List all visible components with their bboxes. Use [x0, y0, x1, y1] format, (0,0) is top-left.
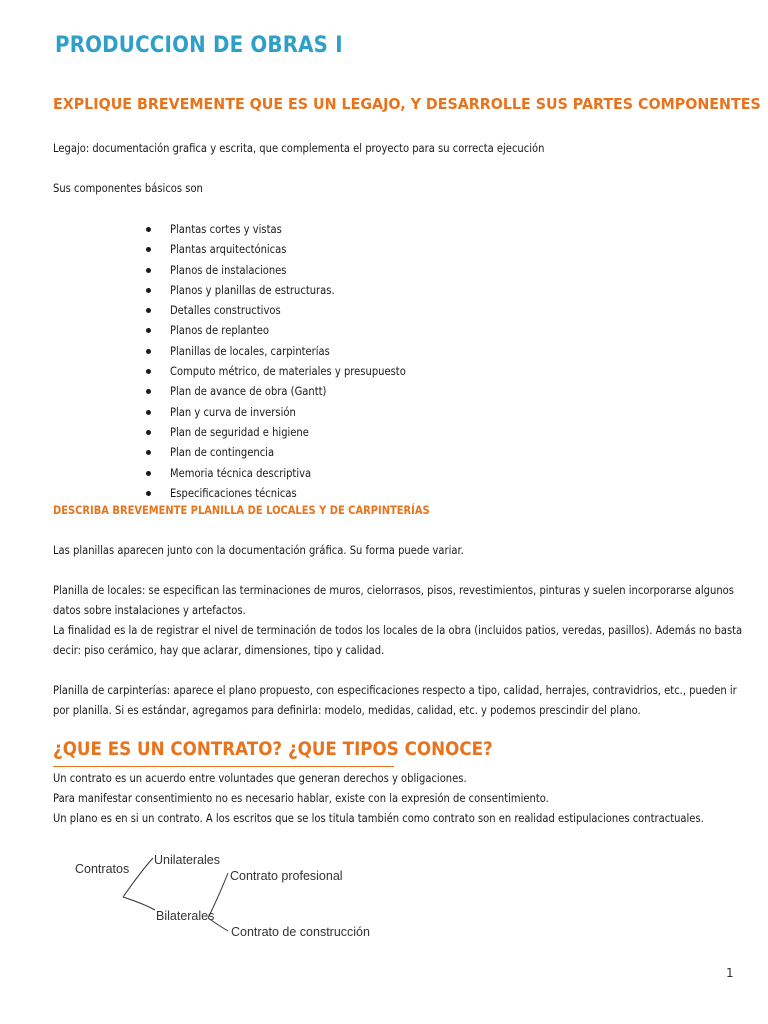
bullet-icon: [146, 288, 151, 293]
diagram-construccion-label: Contrato de construcción: [231, 925, 370, 939]
plano-contrato-text: Un plano es en si un contrato. A los escritos que se los titula también como contrato son en realidad estipulaciones contractuales.: [53, 811, 704, 825]
bullet-icon: [146, 308, 151, 313]
finalidad-line-1: La finalidad es la de registrar el nivel de terminación de todos los locales de la obra (incluidos patios, veredas, pasillos). Además no basta: [53, 623, 743, 637]
bullet-icon: [146, 247, 151, 252]
bullet-icon: [146, 389, 151, 394]
question-3-heading: ¿QUE ES UN CONTRATO? ¿QUE TIPOS CONOCE?: [53, 738, 493, 760]
contract-types-diagram: [60, 840, 380, 950]
bullet-icon: [146, 410, 151, 415]
planilla-carpinterias-line-1: Planilla de carpinterías: aparece el plano propuesto, con especificaciones respecto a tipo, calidad, herrajes, contravidrios, etc., pueden ir: [53, 683, 737, 697]
bullet-icon: [146, 471, 151, 476]
bullet-icon: [146, 227, 151, 232]
bullet-icon: [146, 369, 151, 374]
question-2-heading: DESCRIBA BREVEMENTE PLANILLA DE LOCALES Y DE CARPINTERÍAS: [53, 503, 430, 517]
bullet-icon: [146, 328, 151, 333]
bullet-icon: [146, 349, 151, 354]
planillas-intro: Las planillas aparecen junto con la documentación gráfica. Su forma puede variar.: [53, 543, 464, 557]
planilla-locales-line-2: datos sobre instalaciones y artefactos.: [53, 603, 246, 617]
bullet-icon: [146, 268, 151, 273]
diagram-profesional-label: Contrato profesional: [230, 869, 343, 883]
planilla-locales-line-1: Planilla de locales: se especifican las terminaciones de muros, cielorrasos, pisos, revestimientos, pinturas y suelen incorporarse algunos: [53, 583, 734, 597]
bullet-icon: [146, 450, 151, 455]
planilla-carpinterias-line-2: por planilla. Si es estándar, agregamos para definirla: modelo, medidas, calidad, etc. y podemos prescindir del plano.: [53, 703, 641, 717]
question-1-heading: EXPLIQUE BREVEMENTE QUE ES UN LEGAJO, Y DESARROLLE SUS PARTES COMPONENTES: [53, 95, 761, 113]
diagram-unilaterales-label: Unilaterales: [154, 853, 221, 867]
connector-bilaterales: [123, 897, 155, 910]
diagram-bilaterales-label: Bilaterales: [156, 909, 215, 923]
finalidad-line-2: decir: piso cerámico, hay que aclarar, dimensiones, tipo y calidad.: [53, 643, 385, 657]
bullet-icon: [146, 491, 151, 496]
heading-underline: [53, 766, 394, 767]
bullet-icon: [146, 430, 151, 435]
consentimiento-text: Para manifestar consentimiento no es necesario hablar, existe con la expresión de consentimiento.: [53, 791, 549, 805]
document-title: PRODUCCION DE OBRAS I: [55, 33, 343, 58]
diagram-root-label: Contratos: [75, 862, 130, 876]
legajo-definition: Legajo: documentación grafica y escrita, que complementa el proyecto para su correcta ejecución: [53, 141, 545, 155]
page-number: 1: [726, 966, 734, 980]
document-page: PRODUCCION DE OBRAS I EXPLIQUE BREVEMENTE QUE ES UN LEGAJO, Y DESARROLLE SUS PARTES COMPONENTES Legajo: documentación grafica y escrita, que complementa el proyecto para su correcta ejecución Sus componentes básicos son Plantas cortes y vistas Plantas arquitectónicas Planos de instalaciones Planos y planillas de estructuras. Detalles constructivos Planos de replanteo Planillas de locales, carpinterías Computo métrico, de materiales y presupuesto Plan de avance de obra (Gantt) Plan y curva de inversión Plan de seguridad e higiene Plan de contingencia Memoria técnica descriptiva Especificaciones técnicas DESCRIBA BREVEMENTE PLANILLA DE LOCALES Y DE CARPINTERÍAS Las planillas aparecen junto con la documentación gráfica. Su forma puede variar. Planilla de locales: se especifican las terminaciones de muros, cielorrasos, pisos, revestimientos, pinturas y suelen incorporarse algunos datos sobre instalaciones y artefactos. La finalidad es la de registrar el nivel de terminación de todos los locales de la obra (incluidos patios, veredas, pasillos). Además no basta decir: piso cerámico, hay que aclarar, dimensiones, tipo y calidad. Planilla de carpinterías: aparece el plano propuesto, con especificaciones respecto a tipo, calidad, herrajes, contravidrios, etc., pueden ir por planilla. Si es estándar, agregamos para definirla: modelo, medidas, calidad, etc. y podemos prescindir del plano. ¿QUE ES UN CONTRATO? ¿QUE TIPOS CONOCE? Un contrato es un acuerdo entre voluntades que generan derechos y obligaciones. Para manifestar consentimiento no es necesario hablar, existe con la expresión de consentimiento. Un plano es en si un contrato. A los escritos que se los titula también como contrato son en realidad estipulaciones contractuales. Contratos Unilaterales Bilaterales Contrato profesional Contrato de construcción 1: [53, 33, 761, 980]
contrato-definition: Un contrato es un acuerdo entre voluntades que generan derechos y obligaciones.: [53, 771, 467, 785]
components-intro: Sus componentes básicos son: [53, 181, 203, 195]
